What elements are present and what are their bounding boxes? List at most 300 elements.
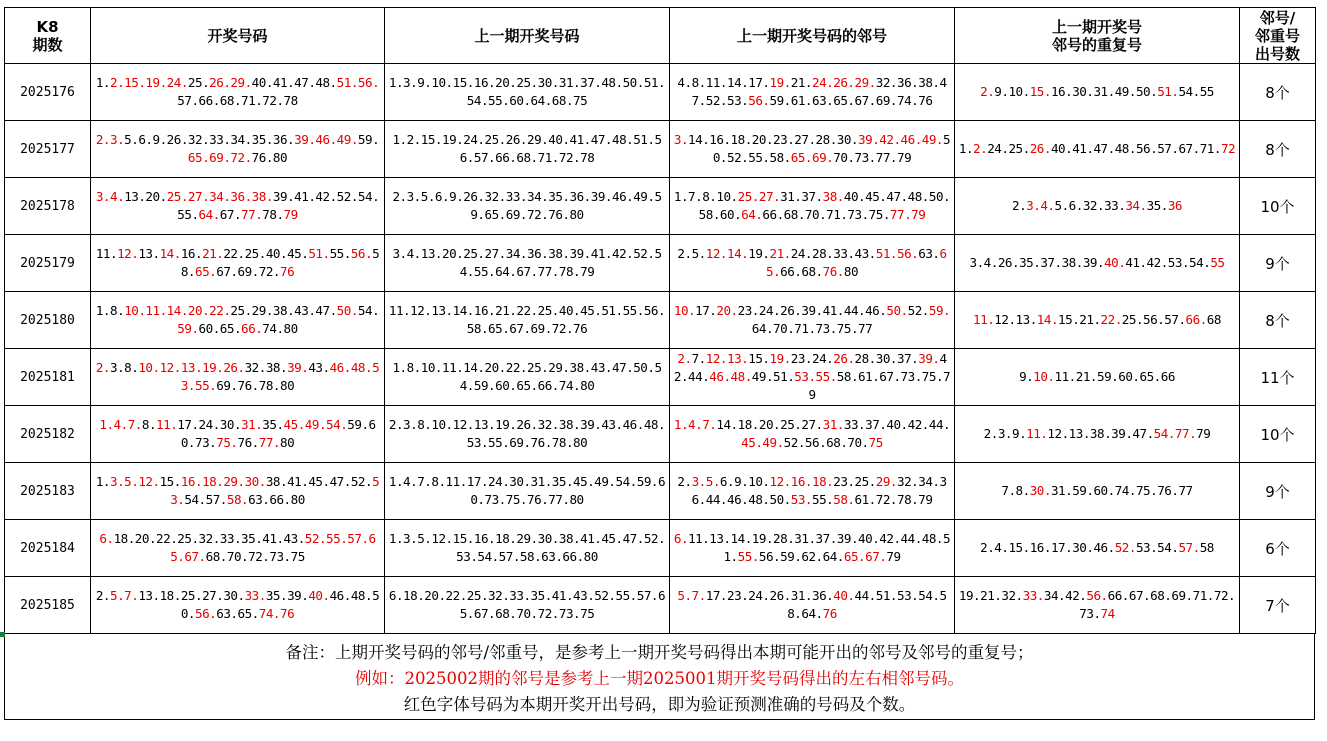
prev-draw-cell[interactable] (385, 235, 670, 292)
neighbors-cell[interactable] (670, 349, 955, 406)
hit-number-segment: 53. (790, 492, 812, 507)
draw-numbers-cell[interactable] (91, 292, 385, 349)
number-segment: 16.30.31.49.50. (1050, 84, 1158, 99)
number-segment: 19.21.32. (958, 588, 1023, 603)
neighbors-cell[interactable] (670, 64, 955, 121)
number-segment: 67. (219, 207, 242, 222)
prev-draw-cell[interactable] (385, 349, 670, 406)
number-segment: 61.72.78.79 (854, 492, 933, 507)
prev-draw-cell[interactable] (385, 577, 670, 634)
hit-count-cell[interactable]: 6个 (1240, 520, 1316, 577)
hit-number-segment: 57. (1178, 540, 1200, 555)
number-segment: 21. (790, 75, 812, 90)
hit-number-segment: 65. (765, 246, 947, 279)
number-segment: 2.3.8.10.12.13.19.26.32.38.39.43.46.48.53.55.69.76.78.80 (388, 417, 666, 450)
hit-number-segment: 56. (748, 93, 770, 108)
number-segment: 39.41.42.52.54.55. (177, 189, 380, 222)
hit-number-segment: 2.15.19.24. (110, 75, 188, 90)
number-segment: 1.2.15.19.24.25.26.29.40.41.47.48.51.56.57.66.68.71.72.78 (392, 132, 662, 165)
hit-number-segment: 56. (350, 246, 373, 261)
hit-number-segment: 52. (1114, 540, 1136, 555)
number-segment: 2.4.15.16.17.30.46. (980, 540, 1115, 555)
number-segment: 64.70.71.73.75.77 (751, 321, 873, 336)
number-segment: 79 (886, 549, 901, 564)
number-segment: 53.54. (1135, 540, 1179, 555)
hit-number-segment: 39.46.49. (294, 132, 358, 147)
number-segment: 2. (95, 588, 110, 603)
number-segment: 2. (1011, 198, 1027, 213)
number-segment: 76.80 (251, 150, 288, 165)
hit-number-segment: 75 (868, 435, 883, 450)
neighbors-cell[interactable] (670, 178, 955, 235)
prev-draw-cell[interactable] (385, 463, 670, 520)
number-segment: 2.5. (677, 246, 706, 261)
number-segment: 24.25. (987, 141, 1030, 156)
period-cell[interactable]: 2025183 (5, 463, 91, 520)
number-segment: 1.8. (95, 303, 125, 318)
hit-number-segment: 51.56. (336, 75, 380, 90)
hit-number-segment: 74.76 (258, 606, 295, 621)
number-segment: 19. (748, 246, 770, 261)
number-segment: 17.23.24.26.31.36. (705, 588, 834, 603)
hit-number-segment: 19. (769, 75, 791, 90)
number-segment: 40.45.47.48.50.58.60. (698, 189, 951, 222)
table-row (5, 292, 1316, 349)
hit-count-cell[interactable]: 10个 (1240, 178, 1316, 235)
header-prev-draw[interactable]: 上一期开奖号码 (385, 8, 670, 64)
hit-number-segment: 19. (769, 351, 791, 366)
number-segment: 35.39. (265, 588, 309, 603)
hit-number-segment: 16.18.29.30. (180, 474, 266, 489)
number-segment: 63.66.80 (248, 492, 305, 507)
header-hit-count[interactable]: 邻号/ 邻重号 出号数 (1240, 8, 1316, 64)
hit-number-segment: 55. (737, 549, 759, 564)
hit-number-segment: 40. (308, 588, 330, 603)
number-segment: 7.8. (1001, 483, 1030, 498)
number-segment: 55. (812, 492, 834, 507)
number-segment: 58. (180, 246, 380, 279)
period-cell[interactable]: 2025178 (5, 178, 91, 235)
number-segment: 55. (329, 246, 351, 261)
number-segment: 1. (958, 141, 974, 156)
neighbor-repeats-cell[interactable] (955, 64, 1240, 121)
number-segment: 31.37. (780, 189, 823, 204)
number-segment: 11.13.14.19.28.31.37.39.40.42.44.48.51. (688, 531, 951, 564)
number-segment: 28.30.37. (854, 351, 919, 366)
neighbor-repeats-cell[interactable] (955, 349, 1240, 406)
number-segment: 13.18.25.27.30. (138, 588, 245, 603)
number-segment: 15. (159, 474, 181, 489)
number-segment: 50.52.55.58. (712, 132, 951, 165)
number-segment: 33.37.40.42.44. (843, 417, 951, 432)
period-cell[interactable]: 2025177 (5, 121, 91, 178)
number-segment: 32.34.36.44.46.48.50. (691, 474, 947, 507)
neighbors-cell[interactable] (670, 235, 955, 292)
number-segment: 46.48.50. (180, 588, 380, 621)
number-segment: 8. (141, 417, 157, 432)
number-segment: 18.20.22.25.32.33.35.41.43. (113, 531, 305, 546)
hit-number-segment: 3.4. (95, 189, 125, 204)
prev-draw-cell[interactable] (385, 121, 670, 178)
hit-number-segment: 12. (117, 246, 139, 261)
number-segment: 22.25.40.45. (223, 246, 309, 261)
hit-number-segment: 50. (336, 303, 358, 318)
number-segment: 44.51.53.54.58.64. (787, 588, 947, 621)
number-segment: 60.65. (198, 321, 242, 336)
hit-number-segment: 77. (258, 435, 280, 450)
table-body (5, 64, 1316, 634)
hit-number-segment: 12.13. (705, 351, 749, 366)
hit-number-segment: 6. (99, 531, 114, 546)
prev-draw-cell[interactable] (385, 64, 670, 121)
hit-number-segment: 45.49. (741, 435, 784, 450)
hit-number-segment: 58. (833, 492, 855, 507)
table-row (5, 349, 1316, 406)
hit-number-segment: 77. (241, 207, 263, 222)
number-segment: 13. (138, 246, 160, 261)
number-segment: 54.55 (1178, 84, 1214, 99)
hit-number-segment: 65.67. (843, 549, 887, 564)
hit-number-segment: 56. (195, 606, 217, 621)
number-segment: 59. (357, 132, 380, 147)
number-segment: 59.60.73. (180, 417, 376, 450)
prev-draw-cell[interactable] (385, 406, 670, 463)
hit-number-segment: 21. (769, 246, 791, 261)
hit-count-cell[interactable]: 8个 (1240, 121, 1316, 178)
period-cell[interactable]: 2025181 (5, 349, 91, 406)
hit-number-segment: 76 (280, 264, 295, 279)
neighbors-cell[interactable] (670, 520, 955, 577)
number-segment: 57.66.68.71.72.78 (177, 93, 298, 108)
neighbor-repeats-cell[interactable] (955, 178, 1240, 235)
number-segment: 31.59.60.74.75.76.77 (1050, 483, 1193, 498)
hit-number-segment: 21. (202, 246, 224, 261)
hit-number-segment: 15. (1029, 84, 1051, 99)
hit-count-cell[interactable]: 8个 (1240, 292, 1316, 349)
prev-draw-cell[interactable] (385, 292, 670, 349)
hit-number-segment: 40. (833, 588, 855, 603)
note-line-2: 例如：2025002期的邻号是参考上一期2025001期开奖号码得出的左右相邻号码。 (355, 669, 964, 688)
header-draw-numbers[interactable]: 开奖号码 (91, 8, 385, 64)
neighbor-repeats-cell[interactable] (955, 463, 1240, 520)
hit-number-segment: 2. (95, 360, 110, 375)
table-row (5, 577, 1316, 634)
hit-count-cell[interactable]: 8个 (1240, 64, 1316, 121)
hit-number-segment: 65.69.72. (187, 150, 252, 165)
prev-draw-cell[interactable] (385, 178, 670, 235)
number-segment: 11.12.13.14.16.21.22.25.40.45.51.55.56.58.65.67.69.72.76 (388, 303, 666, 336)
hit-count-cell[interactable]: 11个 (1240, 349, 1316, 406)
hit-number-segment: 53.55. (794, 369, 837, 384)
number-segment: 23.24.26.39.41.44.46. (737, 303, 887, 318)
number-segment: 3.4.26.35.37.38.39. (969, 255, 1105, 270)
neighbor-repeats-cell[interactable] (955, 577, 1240, 634)
hit-number-segment: 10.12.13.19.26. (138, 360, 245, 375)
number-segment: 66.68. (780, 264, 823, 279)
hit-number-segment: 11. (1026, 426, 1048, 441)
lottery-table (4, 7, 1316, 634)
hit-count-cell[interactable]: 7个 (1240, 577, 1316, 634)
number-segment: 6.9.10. (719, 474, 770, 489)
hit-number-segment: 59. (928, 303, 951, 318)
hit-number-segment: 65. (195, 264, 217, 279)
draw-numbers-cell[interactable] (91, 64, 385, 121)
number-segment: 58.61.67.73.75.79 (808, 369, 951, 402)
hit-number-segment: 3. (673, 132, 689, 147)
hit-number-segment: 64. (198, 207, 220, 222)
hit-number-segment: 39.42.46.49. (858, 132, 944, 147)
number-segment: 58 (1199, 540, 1214, 555)
hit-number-segment: 76. (822, 264, 844, 279)
neighbors-cell[interactable] (670, 121, 955, 178)
hit-number-segment: 31. (822, 417, 844, 432)
hit-number-segment: 25.27. (737, 189, 781, 204)
number-segment: 11.21.59.60.65.66 (1054, 369, 1175, 384)
number-segment: 32.38. (244, 360, 288, 375)
hit-number-segment: 56. (1086, 588, 1108, 603)
draw-numbers-cell[interactable] (91, 577, 385, 634)
hit-number-segment: 26. (833, 351, 855, 366)
number-segment: 5.6.32.33. (1054, 198, 1126, 213)
period-cell[interactable]: 2025182 (5, 406, 91, 463)
number-segment: 66.67.68.69.71.72.73. (1079, 588, 1236, 621)
number-segment: 9. (1019, 369, 1034, 384)
hit-number-segment: 66. (241, 321, 263, 336)
hit-number-segment: 5.7. (677, 588, 706, 603)
number-segment: 59.61.63.65.67.69.74.76 (769, 93, 933, 108)
number-segment: 79 (1196, 426, 1211, 441)
period-cell[interactable]: 2025184 (5, 520, 91, 577)
number-segment: 63.65. (216, 606, 259, 621)
hit-number-segment: 20. (716, 303, 738, 318)
number-segment: 25. (187, 75, 210, 90)
number-segment: 74.80 (262, 321, 298, 336)
number-segment: 35. (1146, 198, 1168, 213)
neighbor-repeats-cell[interactable] (955, 520, 1240, 577)
draw-numbers-cell[interactable] (91, 520, 385, 577)
number-segment: 1.3.9.10.15.16.20.25.30.31.37.48.50.51.54.55.60.64.68.75 (388, 75, 666, 108)
table-row (5, 463, 1316, 520)
number-segment: 1.8.10.11.14.20.22.25.29.38.43.47.50.54.59.60.65.66.74.80 (392, 360, 662, 393)
header-prev-neighbors[interactable]: 上一期开奖号码的邻号 (670, 8, 955, 64)
hit-number-segment: 25.27.34.36.38. (166, 189, 273, 204)
header-period[interactable]: K8 期数 (5, 8, 91, 64)
hit-number-segment: 6. (673, 531, 689, 546)
header-row (5, 8, 1316, 64)
number-segment: 25.29.38.43.47. (230, 303, 337, 318)
number-segment: 40.41.47.48. (251, 75, 337, 90)
hit-number-segment: 26.29. (209, 75, 252, 90)
neighbor-repeats-cell[interactable] (955, 235, 1240, 292)
neighbors-cell[interactable] (670, 463, 955, 520)
number-segment: 25.56.57. (1121, 312, 1186, 327)
note-line-3: 红色字体号码为本期开奖开出号码，即为验证预测准确的号码及个数。 (403, 695, 916, 714)
hit-number-segment: 1.4.7. (99, 417, 142, 432)
hit-number-segment: 33. (244, 588, 266, 603)
period-cell[interactable]: 2025176 (5, 64, 91, 121)
number-segment: 11. (95, 246, 118, 261)
hit-number-segment: 74 (1100, 606, 1115, 621)
hit-number-segment: 39. (287, 360, 309, 375)
number-segment: 24.28.33.43. (790, 246, 876, 261)
draw-numbers-cell[interactable] (91, 121, 385, 178)
hit-number-segment: 30. (1029, 483, 1051, 498)
hit-number-segment: 54.77. (1153, 426, 1197, 441)
number-segment: 12.13. (994, 312, 1037, 327)
draw-numbers-cell[interactable] (91, 463, 385, 520)
neighbor-repeats-cell[interactable] (955, 292, 1240, 349)
number-segment: 52. (907, 303, 929, 318)
number-segment: 43. (308, 360, 330, 375)
hit-number-segment: 45.49.54. (283, 417, 348, 432)
hit-number-segment: 14. (1036, 312, 1059, 327)
hit-number-segment: 76 (822, 606, 837, 621)
neighbors-cell[interactable] (670, 406, 955, 463)
hit-number-segment: 50. (886, 303, 908, 318)
number-segment: 6.18.20.22.25.32.33.35.41.43.52.55.57.65.67.68.70.72.73.75 (388, 588, 666, 621)
number-segment: 16. (180, 246, 203, 261)
number-segment: 1. (95, 75, 110, 90)
hit-number-segment: 2. (980, 84, 995, 99)
hit-number-segment: 24.26.29. (812, 75, 876, 90)
draw-numbers-cell[interactable] (91, 178, 385, 235)
number-segment: 4.8.11.14.17. (677, 75, 770, 90)
hit-number-segment: 52.55.57.65.67. (170, 531, 376, 564)
hit-number-segment: 59. (177, 321, 199, 336)
period-cell[interactable]: 2025185 (5, 577, 91, 634)
hit-number-segment: 2.3. (95, 132, 125, 147)
hit-number-segment: 51.56. (875, 246, 919, 261)
number-segment: 38.41.45.47.52. (265, 474, 373, 489)
hit-number-segment: 39. (918, 351, 940, 366)
neighbor-repeats-cell[interactable] (955, 406, 1240, 463)
number-segment: 14.18.20.25.27. (716, 417, 823, 432)
number-segment: 56.59.62.64. (758, 549, 844, 564)
hit-number-segment: 26. (1029, 141, 1051, 156)
hit-number-segment: 51. (308, 246, 330, 261)
number-segment: 41.42.53.54. (1125, 255, 1211, 270)
number-segment: 15. (748, 351, 770, 366)
hit-number-segment: 11. (156, 417, 178, 432)
hit-number-segment: 12.16.18. (769, 474, 834, 489)
hit-number-segment: 1.4.7. (673, 417, 717, 432)
hit-number-segment: 64. (741, 207, 763, 222)
hit-number-segment: 72 (1220, 141, 1236, 156)
hit-number-segment: 46.48. (709, 369, 752, 384)
number-segment: 23.24. (790, 351, 834, 366)
neighbors-cell[interactable] (670, 577, 955, 634)
table-row (5, 178, 1316, 235)
prev-draw-cell[interactable] (385, 520, 670, 577)
number-segment: 68 (1206, 312, 1221, 327)
cell-cursor-marker (0, 632, 5, 637)
hit-number-segment: 34. (1125, 198, 1147, 213)
number-segment: 15.21. (1058, 312, 1101, 327)
hit-number-segment: 53. (170, 474, 380, 507)
number-segment: 40.41.47.48.56.57.67.71. (1050, 141, 1221, 156)
hit-number-segment: 10. (673, 303, 696, 318)
number-segment: 2. (677, 474, 692, 489)
number-segment: 5.6.9.26.32.33.34.35.36. (124, 132, 295, 147)
hit-number-segment: 11. (973, 312, 995, 327)
hit-number-segment: 22. (1100, 312, 1122, 327)
table-row (5, 235, 1316, 292)
table-row (5, 121, 1316, 178)
number-segment: 67.69.72. (216, 264, 280, 279)
hit-number-segment: 40. (1104, 255, 1126, 270)
neighbors-cell[interactable] (670, 292, 955, 349)
hit-number-segment: 51. (1157, 84, 1179, 99)
number-segment: 80 (843, 264, 859, 279)
hit-number-segment: 12.14. (705, 246, 749, 261)
number-segment: 1.4.7.8.11.17.24.30.31.35.45.49.54.59.60.73.75.76.77.80 (388, 474, 666, 507)
hit-number-segment: 55 (1210, 255, 1225, 270)
hit-number-segment: 3.5.12. (110, 474, 160, 489)
hit-number-segment: 38. (822, 189, 844, 204)
number-segment: 66.68.70.71.73.75. (762, 207, 890, 222)
number-segment: 1. (95, 474, 110, 489)
hit-number-segment: 46.48.53.55. (180, 360, 380, 393)
number-segment: 17. (695, 303, 717, 318)
hit-number-segment: 10.11.14.20.22. (124, 303, 231, 318)
table-row (5, 406, 1316, 463)
draw-numbers-cell[interactable] (91, 235, 385, 292)
notes-box[interactable] (4, 634, 1315, 720)
number-segment: 76. (237, 435, 259, 450)
hit-count-cell[interactable]: 10个 (1240, 406, 1316, 463)
number-segment: 54.57. (184, 492, 227, 507)
hit-number-segment: 5.7. (110, 588, 139, 603)
number-segment: 3.8. (110, 360, 139, 375)
hit-number-segment: 75. (216, 435, 238, 450)
number-segment: 1.7.8.10. (673, 189, 738, 204)
hit-number-segment: 33. (1022, 588, 1044, 603)
number-segment: 52.56.68.70. (783, 435, 869, 450)
number-segment: 34.42. (1043, 588, 1087, 603)
number-segment: 35. (262, 417, 284, 432)
header-neighbor-repeats[interactable]: 上一期开奖号 邻号的重复号 (955, 8, 1240, 64)
hit-number-segment: 2. (677, 351, 692, 366)
number-segment: 9.10. (994, 84, 1030, 99)
number-segment: 32.36.38.47.52.53. (691, 75, 947, 108)
neighbor-repeats-cell[interactable] (955, 121, 1240, 178)
hit-number-segment: 66. (1185, 312, 1207, 327)
draw-numbers-cell[interactable] (91, 349, 385, 406)
draw-numbers-cell[interactable] (91, 406, 385, 463)
number-segment: 12.13.38.39.47. (1047, 426, 1154, 441)
number-segment: 1.3.5.12.15.16.18.29.30.38.41.45.47.52.53.54.57.58.63.66.80 (388, 531, 666, 564)
hit-number-segment: 14. (159, 246, 181, 261)
number-segment: 69.76.78.80 (216, 378, 295, 393)
hit-count-cell[interactable]: 9个 (1240, 235, 1316, 292)
number-segment: 14.16.18.20.23.27.28.30. (688, 132, 859, 147)
hit-number-segment: 29. (875, 474, 897, 489)
number-segment: 2.3.9. (983, 426, 1027, 441)
hit-number-segment: 65.69. (790, 150, 834, 165)
note-line-1: 备注：上期开奖号码的邻号/邻重号，是参考上一期开奖号码得出本期可能开出的邻号及邻号的重复号； (285, 643, 1034, 662)
hit-number-segment: 3.4. (1026, 198, 1055, 213)
table-row (5, 64, 1316, 121)
number-segment: 13.20. (124, 189, 167, 204)
number-segment: 42.44. (673, 351, 947, 384)
number-segment: 78. (262, 207, 284, 222)
table-row (5, 520, 1316, 577)
hit-count-cell[interactable]: 9个 (1240, 463, 1316, 520)
period-cell[interactable]: 2025179 (5, 235, 91, 292)
number-segment: 80 (280, 435, 295, 450)
period-cell[interactable]: 2025180 (5, 292, 91, 349)
number-segment: 49.51. (751, 369, 795, 384)
